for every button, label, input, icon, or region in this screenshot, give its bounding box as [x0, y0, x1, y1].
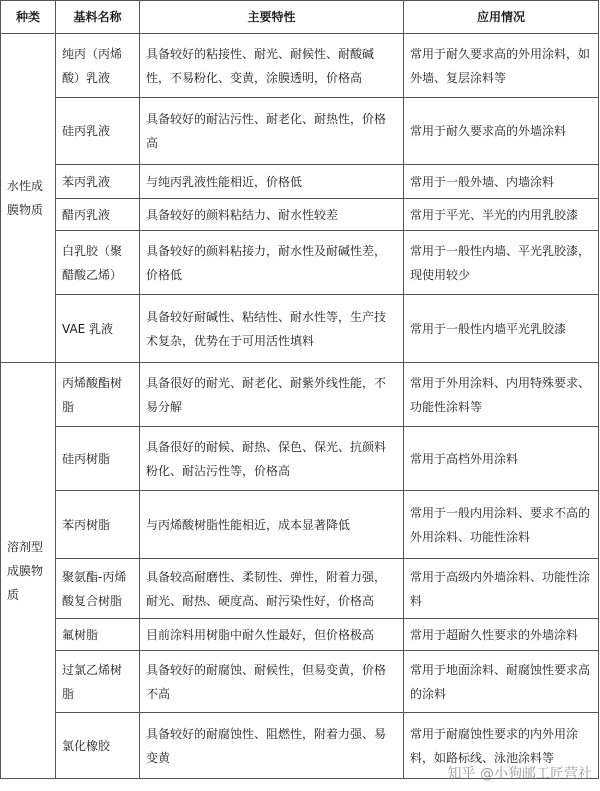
- base-name-cell: 苯丙树脂: [56, 491, 140, 559]
- features-cell: 具备很好的耐光、耐老化、耐紫外线性能，不易分解: [140, 363, 404, 427]
- table-row: [1, 651, 599, 713]
- watermark: 知乎 @小狗邮工匠营社: [447, 766, 592, 782]
- usage-cell: 常用于地面涂料、耐腐蚀性要求高的涂料: [404, 651, 599, 713]
- category-cell: 水性成膜物质: [1, 34, 56, 363]
- category-cell: 溶剂型成膜物质: [1, 363, 56, 779]
- base-name-cell: 氟树脂: [56, 619, 140, 651]
- usage-cell: 常用于高档外用涂料: [404, 427, 599, 491]
- header-usage: 应用情况: [404, 1, 599, 34]
- base-name-cell: 苯丙乳液: [56, 165, 140, 199]
- table-row: [1, 295, 599, 363]
- usage-cell: 常用于耐久要求高的外墙涂料: [404, 98, 599, 165]
- usage-cell: 常用于平光、半光的内用乳胶漆: [404, 199, 599, 231]
- features-cell: 具备很好的耐候、耐热、保色、保光、抗颜料粉化、耐沾污性等，价格高: [140, 427, 404, 491]
- usage-cell: 常用于耐久要求高的外用涂料，如外墙、复层涂料等: [404, 34, 599, 98]
- header-base-name: 基料名称: [56, 1, 140, 34]
- header-row: [1, 1, 599, 34]
- features-cell: 具备较好的耐沾污性、耐老化、耐热性，价格高: [140, 98, 404, 165]
- usage-cell: 常用于高级内外墙涂料、功能性涂料: [404, 559, 599, 619]
- usage-cell: 常用于超耐久性要求的外墙涂料: [404, 619, 599, 651]
- base-name-cell: 过氯乙烯树脂: [56, 651, 140, 713]
- features-cell: 具备较好的粘接性、耐光、耐候性、耐酸碱性，不易粉化、变黄，涂膜透明，价格高: [140, 34, 404, 98]
- usage-cell: 常用于一般外墙、内墙涂料: [404, 165, 599, 199]
- table-row: [1, 34, 599, 98]
- table-row: [1, 427, 599, 491]
- usage-cell: 常用于一般性内墙平光乳胶漆: [404, 295, 599, 363]
- features-cell: 具备较高耐磨性、柔韧性、弹性，附着力强，耐光、耐热、硬度高、耐污染性好，价格高: [140, 559, 404, 619]
- base-name-cell: 丙烯酸酯树脂: [56, 363, 140, 427]
- table-row: [1, 363, 599, 427]
- table-row: [1, 98, 599, 165]
- header-features: 主要特性: [140, 1, 404, 34]
- features-cell: 具备较好耐碱性、粘结性、耐水性等，生产技术复杂，优势在于可用活性填料: [140, 295, 404, 363]
- usage-cell: 常用于耐腐蚀性要求的内外用涂料，如路标线、泳池涂料等: [404, 713, 599, 779]
- table-row: [1, 199, 599, 231]
- base-name-cell: 白乳胶（聚醋酸乙烯）: [56, 231, 140, 295]
- base-name-cell: 硅丙树脂: [56, 427, 140, 491]
- table-row: [1, 491, 599, 559]
- features-cell: 目前涂料用树脂中耐久性最好，但价格极高: [140, 619, 404, 651]
- table-row: [1, 559, 599, 619]
- table-row: [1, 231, 599, 295]
- features-cell: 具备较好的耐腐蚀、耐候性，但易变黄，价格不高: [140, 651, 404, 713]
- base-name-cell: 氯化橡胶: [56, 713, 140, 779]
- base-name-cell: VAE 乳液: [56, 295, 140, 363]
- base-name-cell: 醋丙乳液: [56, 199, 140, 231]
- features-cell: 具备较好的颜料粘接力，耐水性及耐碱性差，价格低: [140, 231, 404, 295]
- usage-cell: 常用于一般性内墙、平光乳胶漆，现使用较少: [404, 231, 599, 295]
- features-cell: 与丙烯酸树脂性能相近，成本显著降低: [140, 491, 404, 559]
- base-name-cell: 纯丙（丙烯酸）乳液: [56, 34, 140, 98]
- base-name-cell: 硅丙乳液: [56, 98, 140, 165]
- base-name-cell: 聚氨酯-丙烯酸复合树脂: [56, 559, 140, 619]
- usage-cell: 常用于一般内用涂料、要求不高的外用涂料、功能性涂料: [404, 491, 599, 559]
- header-category: 种类: [1, 1, 56, 34]
- usage-cell: 常用于外用涂料、内用特殊要求、功能性涂料等: [404, 363, 599, 427]
- table-row: [1, 619, 599, 651]
- table-row: [1, 165, 599, 199]
- features-cell: 具备较好的耐腐蚀性、阻燃性，附着力强、易变黄: [140, 713, 404, 779]
- features-cell: 与纯丙乳液性能相近，价格低: [140, 165, 404, 199]
- features-cell: 具备较好的颜料粘结力、耐水性较差: [140, 199, 404, 231]
